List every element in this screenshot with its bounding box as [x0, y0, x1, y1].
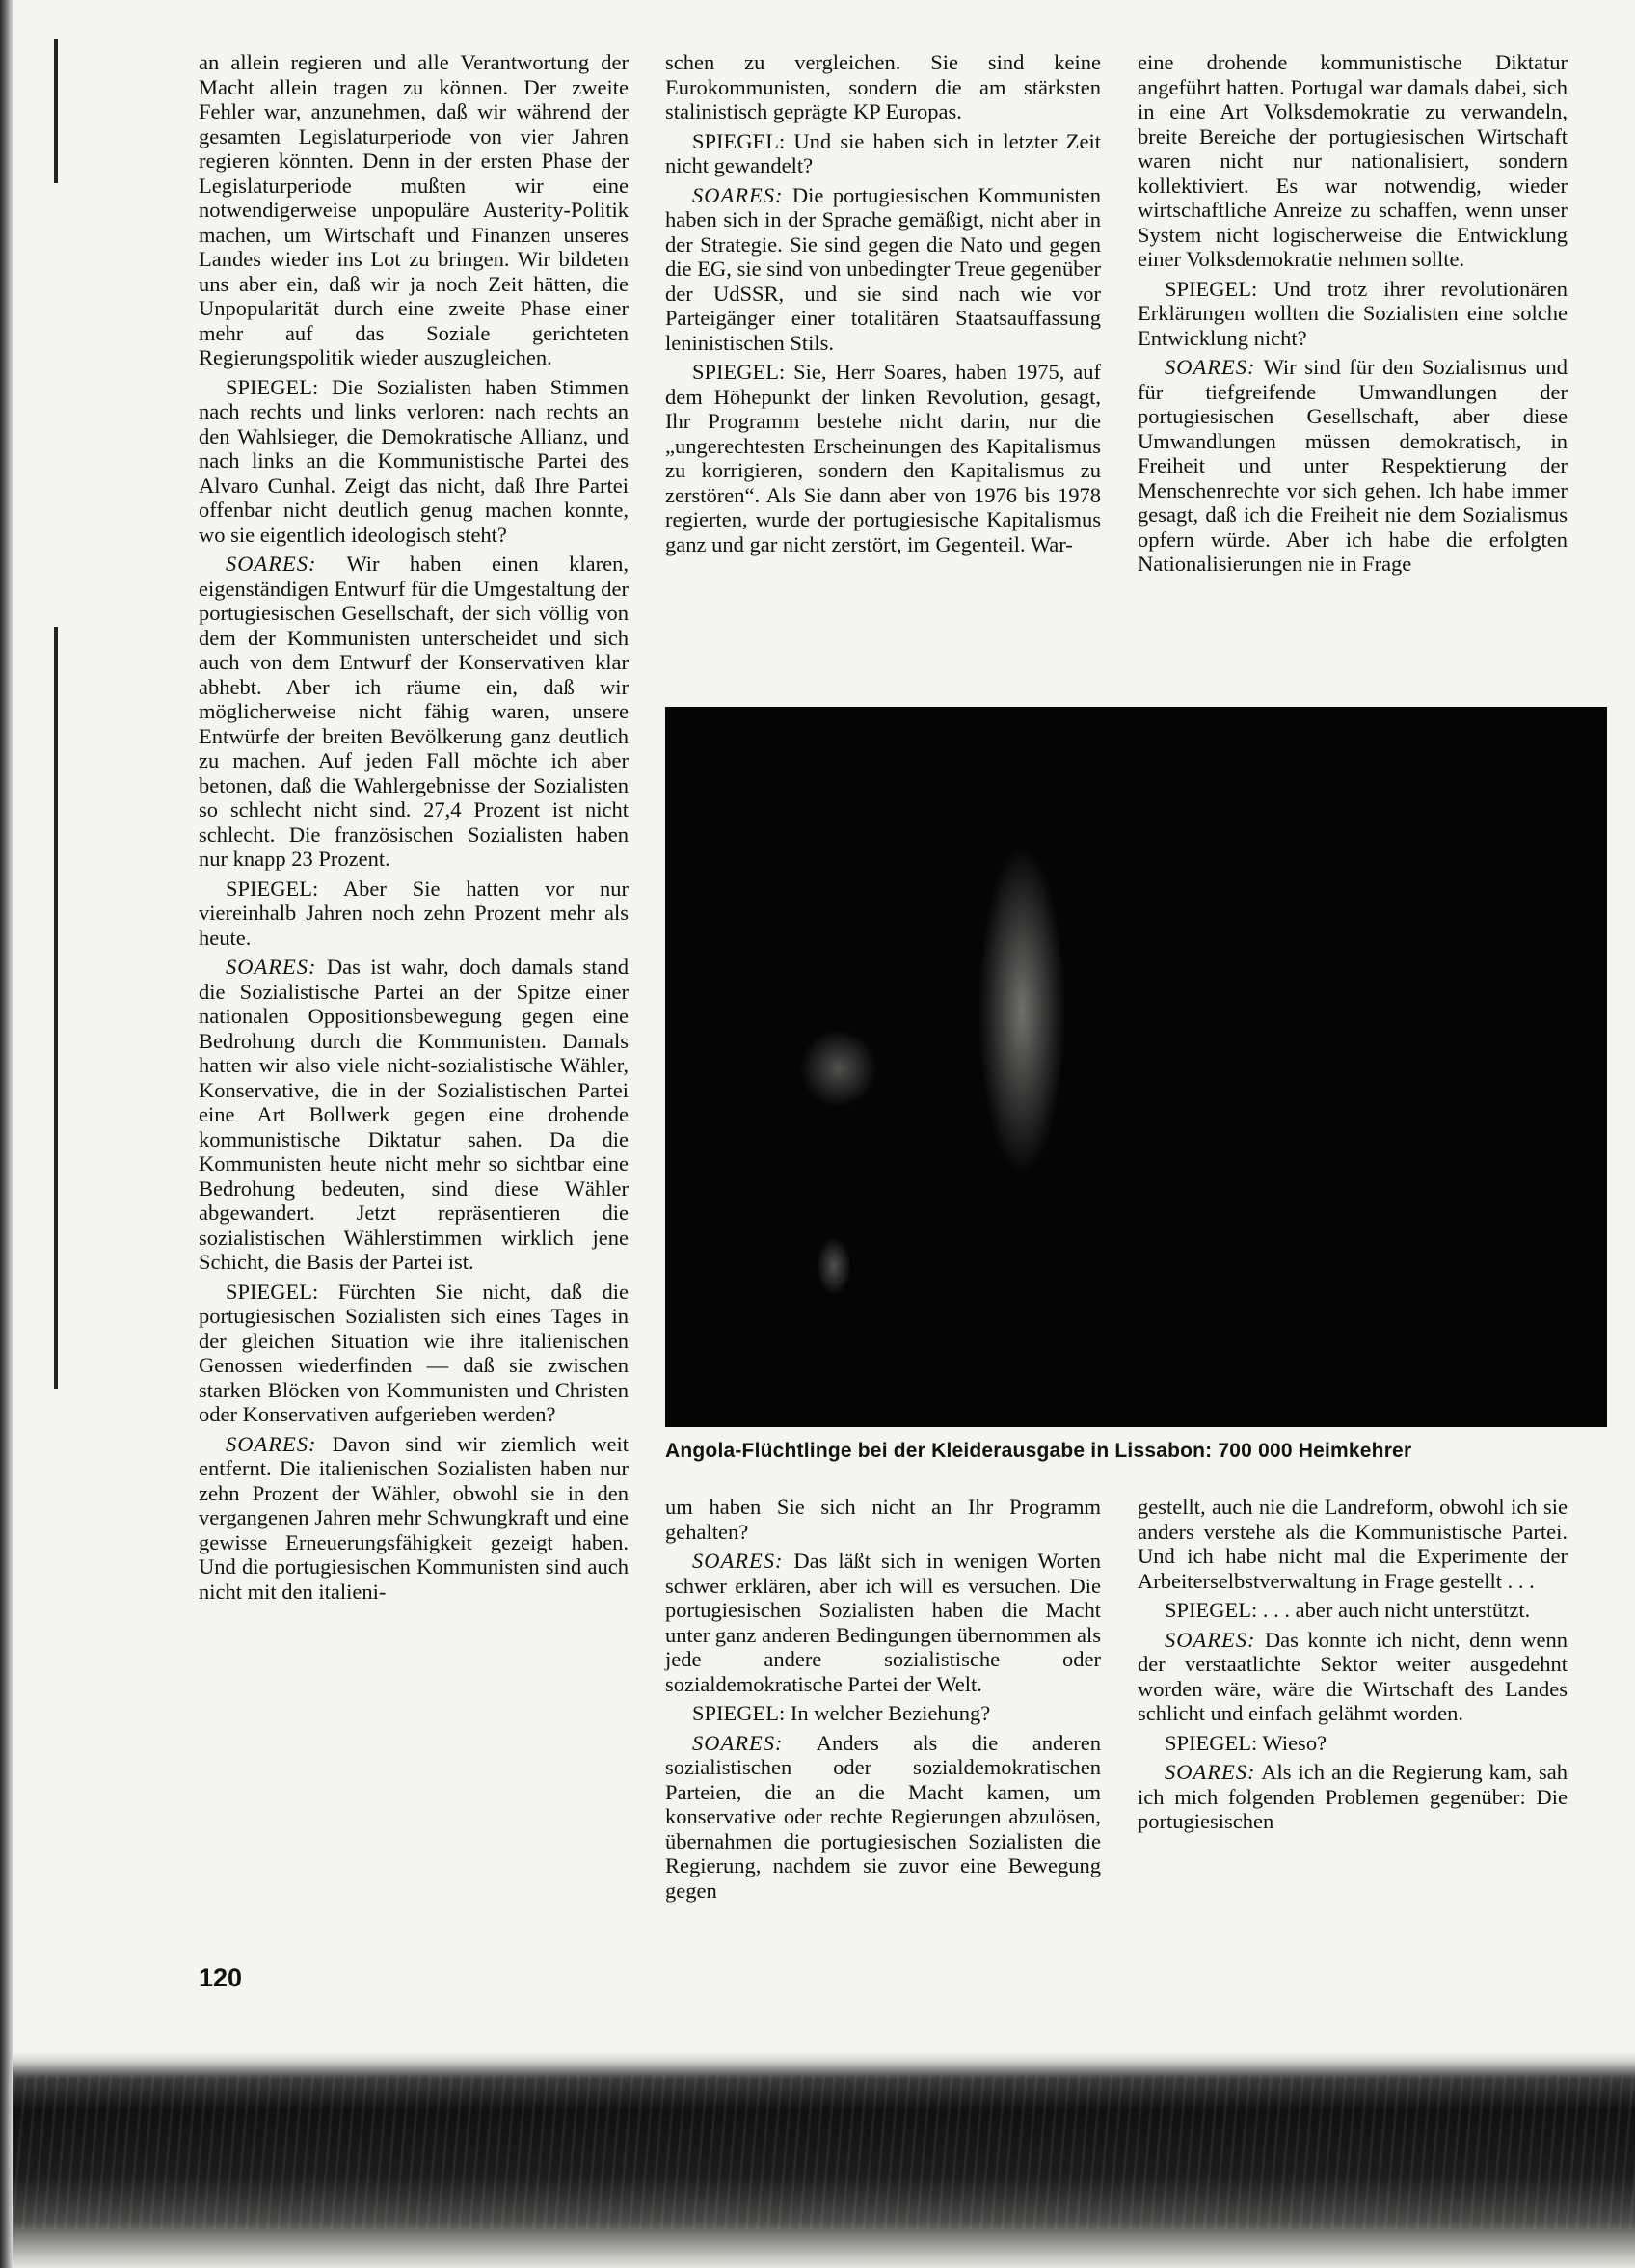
paragraph-text: Als ich an die Regierung kam, sah ich mich folgenden Problemen gegenüber: Die portugiesischen [1138, 1760, 1568, 1833]
paragraph-text: Wieso? [1257, 1730, 1327, 1755]
paragraph-text: Und trotz ihrer revolutionären Erklärungen wollten die Sozialisten eine solche Entwicklung nicht? [1138, 276, 1568, 350]
paragraph-text: Anders als die anderen sozialistischen oder sozialdemokratischen Parteien, die an die Macht kamen, um konservative oder rechte Regierungen abzulösen, übernahmen die portugiesischen Sozialisten die Regierung, nachdem sie zuvor eine Bewegung gegen [665, 1730, 1101, 1903]
speaker-spiegel: SPIEGEL: [226, 1279, 319, 1304]
speaker-spiegel: SPIEGEL: [1165, 276, 1258, 301]
paragraph [1138, 1731, 1568, 1756]
paragraph [1138, 1598, 1568, 1623]
column-lower-middle [665, 1495, 1101, 1907]
column-upper-middle [665, 50, 1101, 561]
margin-rule-lower [54, 627, 58, 1389]
paragraph-text: gestellt, auch nie die Landreform, obwohl ich sie anders verstehe als die Kommunistische Partei. Und ich habe nicht mal die Experimente der Arbeiterselbstverwaltung in Frage gestellt . . . [1138, 1495, 1568, 1593]
paragraph [199, 955, 629, 1275]
speaker-soares: SOARES: [692, 1549, 784, 1573]
speaker-spiegel: SPIEGEL: [1165, 1730, 1258, 1755]
speaker-spiegel: SPIEGEL: [692, 128, 786, 153]
paragraph-text: schen zu vergleichen. Sie sind keine Eurokommunisten, sondern die am stärksten stalinistisch geprägte KP Europas. [665, 50, 1101, 123]
paragraph [665, 1495, 1101, 1544]
paragraph [199, 375, 629, 548]
margin-rule-upper [54, 39, 58, 183]
column-lower-right [1138, 1495, 1568, 1839]
column-upper-right [1138, 50, 1568, 581]
speaker-spiegel: SPIEGEL: [692, 1701, 786, 1725]
page-number: 120 [199, 1963, 243, 1992]
paragraph-text: Das konnte ich nicht, denn wenn der verstaatlichte Sektor weiter ausgedehnt worden wäre, wäre die Wirtschaft des Landes schlicht und einfach gelähmt worden. [1138, 1627, 1568, 1725]
paragraph [665, 360, 1101, 556]
paragraph [199, 1280, 629, 1427]
paragraph [1138, 1628, 1568, 1726]
paragraph [199, 1432, 629, 1605]
speaker-soares: SOARES: [692, 1730, 784, 1755]
speaker-soares: SOARES: [1165, 1760, 1256, 1784]
speaker-soares: SOARES: [226, 1431, 317, 1456]
paragraph-text: Fürchten Sie nicht, daß die portugiesischen Sozialisten sich eines Tages in der gleichen Situation wie ihre italienischen Genossen wiederfinden — daß sie zwischen starken Blöcken von Kommunisten und Christen oder Konservativen aufgerieben werden? [199, 1279, 629, 1426]
paragraph [665, 50, 1101, 124]
paragraph [199, 552, 629, 872]
paragraph-text: Die portugiesischen Kommunisten haben sich in der Sprache gemäßigt, nicht aber in der Strategie. Sie sind gegen die Nato und gegen die EG, sie sind von unbedingter Treue gegenüber der UdSSR, und sie sind nach wie vor Parteigänger einer totalitären Staatsauffassung leninistischen Stils. [665, 182, 1101, 355]
paragraph [665, 1549, 1101, 1696]
speaker-spiegel: SPIEGEL: [1165, 1598, 1258, 1622]
paragraph [1138, 277, 1568, 351]
paragraph [1138, 1760, 1568, 1834]
paragraph-text: Aber Sie hatten vor nur viereinhalb Jahren noch zehn Prozent mehr als heute. [199, 876, 629, 950]
paragraph [1138, 1495, 1568, 1593]
paragraph-text: Sie, Herr Soares, haben 1975, auf dem Höhepunkt der linken Revolution, gesagt, Ihr Programm bestehe nicht darin, nur die „ungerechtesten Erscheinungen des Kapitalismus zu korrigieren, sondern den Kapitalismus zu zerstören“. Als Sie dann aber von 1976 bis 1978 regierten, wurde der portugiesische Kapitalismus ganz und gar nicht zerstört, im Gegenteil. War- [665, 360, 1101, 556]
photo-caption: Angola-Flüchtlinge bei der Kleiderausgabe in Lissabon: 700 000 Heimkehrer [665, 1440, 1412, 1462]
paragraph [1138, 355, 1568, 577]
paragraph-text: eine drohende kommunistische Diktatur angeführt hatten. Portugal war damals dabei, sich in eine Art Volksdemokratie zu verwandeln, breite Bereiche der portugiesischen Wirtschaft waren nicht nur nationalisiert, sondern kollektiviert. Es war notwendig, wieder wirtschaftliche Anreize zu schaffen, wenn unser System nicht logischerweise die Entwicklung einer Volksdemokratie nehmen sollte. [1138, 50, 1568, 271]
scan-edge [0, 0, 13, 2268]
paragraph [665, 129, 1101, 178]
speaker-soares: SOARES: [1165, 1627, 1256, 1652]
paragraph [665, 183, 1101, 356]
speaker-soares: SOARES: [1165, 355, 1256, 379]
paragraph-text: Das ist wahr, doch damals stand die Sozialistische Partei an der Spitze einer nationalen Oppositionsbewegung gegen eine Bedrohung durch die Kommunisten. Damals hatten wir also viele nicht-sozialistische Wähler, Konservative, die in der Sozialistischen Partei eine Art Bollwerk gegen eine drohende kommunistische Diktatur sahen. Da die Kommunisten heute nicht mehr so sichtbar eine Bedrohung bedeuten, sind diese Wähler abgewandert. Jetzt repräsentieren die sozialistischen Wählerstimmen wirklich jene Schicht, die Basis der Partei ist. [199, 955, 629, 1274]
paragraph-text: In welcher Beziehung? [785, 1701, 991, 1725]
paragraph-text: . . . aber auch nicht unterstützt. [1257, 1598, 1531, 1622]
column-upper-left [199, 50, 629, 1608]
paragraph [199, 50, 629, 370]
paragraph-text: an allein regieren und alle Verantwortung der Macht allein tragen zu können. Der zweite Fehler war, anzunehmen, daß wir während der gesamten Legislaturperiode von vier Jahren regieren könnten. Denn in der ersten Phase der Legislaturperiode mußten wir eine notwendigerweise unpopuläre Austerity-Politik machen, um Wirtschaft und Finanzen unseres Landes wieder ins Lot zu bringen. Wir bildeten uns aber ein, daß wir ja noch Zeit hätten, die Unpopularität durch eine zweite Phase einer mehr auf das Soziale gerichteten Regierungspolitik wieder auszugleichen. [199, 50, 629, 369]
speaker-spiegel: SPIEGEL: [226, 876, 319, 901]
paragraph [1138, 50, 1568, 272]
paragraph-text: Wir haben einen klaren, eigenständigen Entwurf für die Umgestaltung der portugiesischen Gesellschaft, der sich völlig von dem der Kommunisten unterscheidet und sich auch von dem Entwurf der Konservativen klar abhebt. Aber ich räume ein, daß wir möglicherweise nicht fähig waren, unsere Entwürfe der breiten Bevölkerung ganz deutlich zu machen. Auf jeden Fall möchte ich aber betonen, daß die Wahlergebnisse der Sozialisten so schlecht nicht sind. 27,4 Prozent ist nicht schlecht. Die französischen Sozialisten haben nur knapp 23 Prozent. [199, 552, 629, 871]
paragraph [665, 1731, 1101, 1904]
paragraph-text: Davon sind wir ziemlich weit entfernt. Die italienischen Sozialisten haben nur zehn Prozent der Wähler, obwohl sie in den vergangenen Jahren mehr Schwungkraft und eine gewisse Erneuerungsfähigkeit gezeigt haben. Und die portugiesischen Kommunisten sind auch nicht mit den italieni- [199, 1431, 629, 1604]
paragraph-text: Die Sozialisten haben Stimmen nach rechts und links verloren: nach rechts an den Wahlsieger, die Demokratische Allianz, und nach links an die Kommunistische Partei des Alvaro Cunhal. Zeigt das nicht, daß Ihre Partei offenbar nicht deutlich genug machen konnte, wo sie eigentlich ideologisch steht? [199, 374, 629, 547]
paragraph [199, 877, 629, 951]
scan-smudge [13, 2052, 1635, 2268]
speaker-soares: SOARES: [226, 955, 317, 979]
paragraph [665, 1701, 1101, 1726]
speaker-soares: SOARES: [692, 182, 784, 207]
speaker-spiegel: SPIEGEL: [692, 360, 786, 384]
photo-angola-refugees [665, 707, 1607, 1427]
paragraph-text: um haben Sie sich nicht an Ihr Programm gehalten? [665, 1495, 1101, 1544]
paragraph-text: Und sie haben sich in letzter Zeit nicht gewandelt? [665, 128, 1101, 177]
speaker-soares: SOARES: [226, 552, 317, 576]
paragraph-text: Wir sind für den Sozialismus und für tiefgreifende Umwandlungen der portugiesischen Gesellschaft, aber diese Umwandlungen müssen demokratisch, in Freiheit und unter Respektierung der Menschenrechte vor sich gehen. Ich habe immer gesagt, daß ich die Freiheit nie dem Sozialismus opfern würde. Aber ich habe die erfolgten Nationalisierungen nie in Frage [1138, 355, 1568, 576]
paragraph-text: Das läßt sich in wenigen Worten schwer erklären, aber ich will es versuchen. Die portugiesischen Sozialisten haben die Macht unter ganz anderen Bedingungen übernommen als jede andere sozialistische oder sozialdemokratische Partei der Welt. [665, 1549, 1101, 1696]
speaker-spiegel: SPIEGEL: [226, 374, 319, 399]
